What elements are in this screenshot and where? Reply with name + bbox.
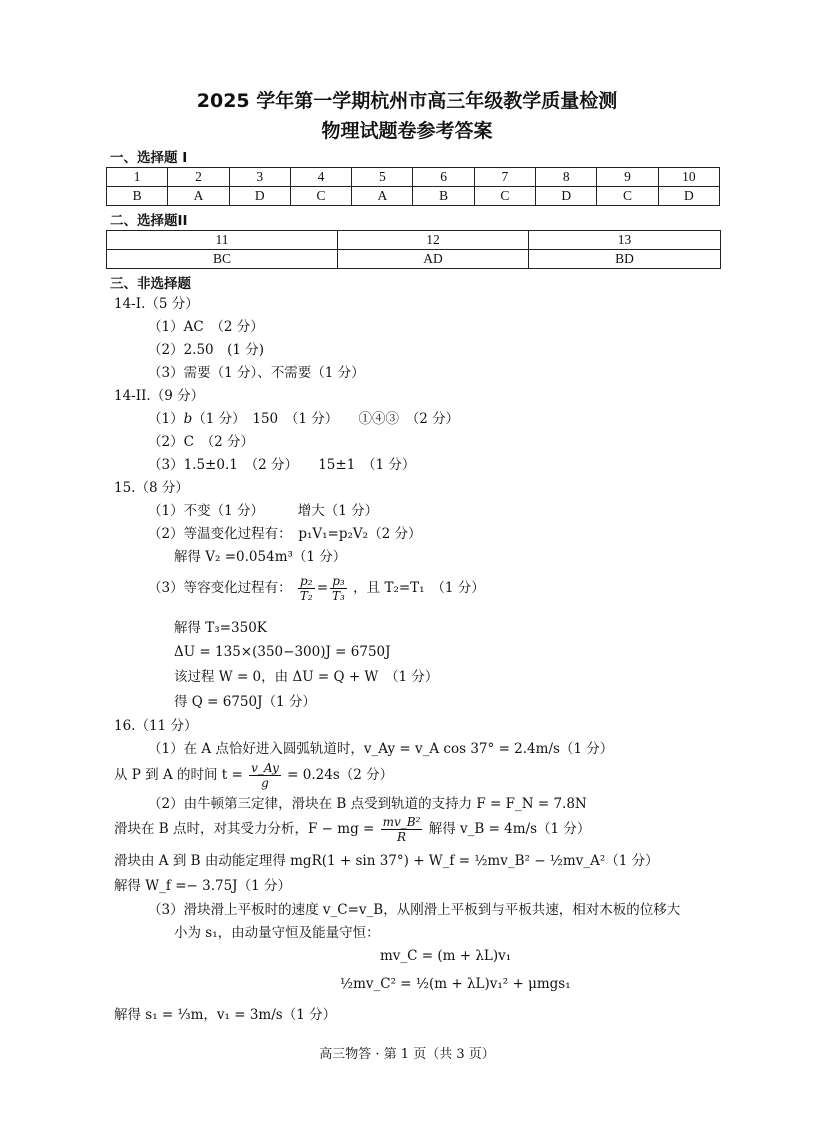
numerator: p₃ [330,574,347,589]
section2-answer-table [106,230,721,269]
equation-line: ½mv_C² = ½(m + λL)v₁² + μmgs₁ [340,976,571,992]
equals-sign: = [316,580,329,596]
answer-line: （3）1.5±0.1 （2 分） 15±1 （1 分） [148,457,416,473]
answer-line: （3）滑块滑上平板时的速度 v_C=v_B，从刚滑上平板到与平板共速，相对木板的位移大 [148,902,681,918]
fraction [249,761,281,790]
answer-text: （1 分） 150 （1 分） ①④③ （2 分） [192,411,460,427]
answer-line: （2）由牛顿第三定律，滑块在 B 点受到轨道的支持力 F = F_N = 7.8N [148,796,587,812]
table-cell: C [290,187,351,206]
answer-line: （1）AC （2 分） [148,319,264,335]
section3-label: 三、非选择题 [110,276,191,292]
table-cell: 7 [474,168,535,187]
table-cell: 8 [536,168,597,187]
table-cell: 13 [529,231,721,250]
denominator: T₂ [299,589,313,603]
answer-line: （3）需要（1 分）、不需要（1 分） [148,365,365,381]
answer-line: 得 Q = 6750J（1 分） [174,694,316,710]
table-cell: 10 [658,168,719,187]
answer-line: （1）不变（1 分） 增大（1 分） [148,503,379,519]
answer-text: b [183,411,193,427]
q14-part2-heading: 14-II.（9 分） [114,388,205,404]
table-cell: 4 [290,168,351,187]
answer-line [148,410,459,428]
answer-line: 解得 T₃=350K [174,620,267,636]
table-cell: D [658,187,719,206]
answer-text: （1） [148,411,184,427]
answer-line: 解得 W_f =− 3.75J（1 分） [114,878,291,894]
table-cell: 5 [352,168,413,187]
table-cell: D [229,187,290,206]
table-cell: A [352,187,413,206]
answer-line: 该过程 W = 0，由 ΔU = Q + W （1 分） [174,669,439,685]
fraction [330,574,347,603]
answer-text: 滑块在 B 点时，对其受力分析，F − mg = [114,821,375,837]
section1-answer-table [106,167,720,206]
answer-line: 解得 V₂ =0.054m³（1 分） [174,549,347,565]
answer-line [114,814,590,844]
answer-text: 解得 v_B = 4m/s（1 分） [428,821,591,837]
table-cell: 9 [597,168,658,187]
answer-line: 小为 s₁，由动量守恒及能量守恒： [174,925,380,941]
section1-label: 一、选择题 I [110,150,188,166]
table-row-numbers [107,231,721,250]
table-cell: 2 [168,168,229,187]
section2-label: 二、选择题II [110,213,188,229]
page-title: 2025 学年第一学期杭州市高三年级教学质量检测 [196,90,618,112]
table-cell: D [536,187,597,206]
table-cell: BD [529,250,721,269]
numerator: p₂ [298,574,315,589]
denominator: R [396,830,407,844]
answer-line: 滑块由 A 到 B 由动能定理得 mgR(1 + sin 37°) + W_f = ½mv_B² − ½mv_A²（1 分） [114,853,659,869]
table-cell: BC [107,250,338,269]
fraction [298,574,315,603]
answer-text: ，且 T₂=T₁ （1 分） [353,580,485,596]
answer-line: ΔU = 135×(350−300)J = 6750J [174,644,391,660]
q14-part1-heading: 14-I.（5 分） [114,296,199,312]
table-row-answers [107,250,721,269]
answer-line [148,570,485,606]
numerator: v_Ay [251,761,279,775]
table-cell: A [168,187,229,206]
table-cell: 3 [229,168,290,187]
equation-line: mv_C = (m + λL)v₁ [380,948,512,964]
table-cell: C [597,187,658,206]
page-footer: 高三物答 · 第 1 页（共 3 页） [319,1047,495,1062]
answer-text: （3）等容变化过程有： [148,580,292,596]
table-cell: 1 [107,168,168,187]
table-row-answers [107,187,720,206]
answer-line: （2）C （2 分） [148,434,255,450]
denominator: T₃ [332,589,345,603]
table-cell: B [107,187,168,206]
q15-heading: 15.（8 分） [114,480,189,496]
table-cell: 11 [107,231,338,250]
answer-line: 解得 s₁ = ⅓m，v₁ = 3m/s（1 分） [114,1007,337,1023]
table-row-numbers [107,168,720,187]
answer-line: （2）2.50 (1 分) [148,342,265,358]
fraction [381,815,423,844]
answer-line: （2）等温变化过程有： p₁V₁=p₂V₂（2 分） [148,526,422,542]
table-cell: 6 [413,168,474,187]
table-cell: 12 [338,231,529,250]
table-cell: B [413,187,474,206]
denominator: g [261,776,269,790]
table-cell: AD [338,250,529,269]
answer-text: = 0.24s（2 分） [287,767,394,783]
page-subtitle: 物理试题卷参考答案 [321,120,493,142]
answer-line [114,760,393,790]
q16-heading: 16.（11 分） [114,718,198,734]
answer-text: 从 P 到 A 的时间 t = [114,767,243,783]
numerator: mv_B² [382,815,421,829]
answer-line: （1）在 A 点恰好进入圆弧轨道时，v_Ay = v_A cos 37° = 2.4m/s（1 分） [148,741,614,757]
table-cell: C [474,187,535,206]
